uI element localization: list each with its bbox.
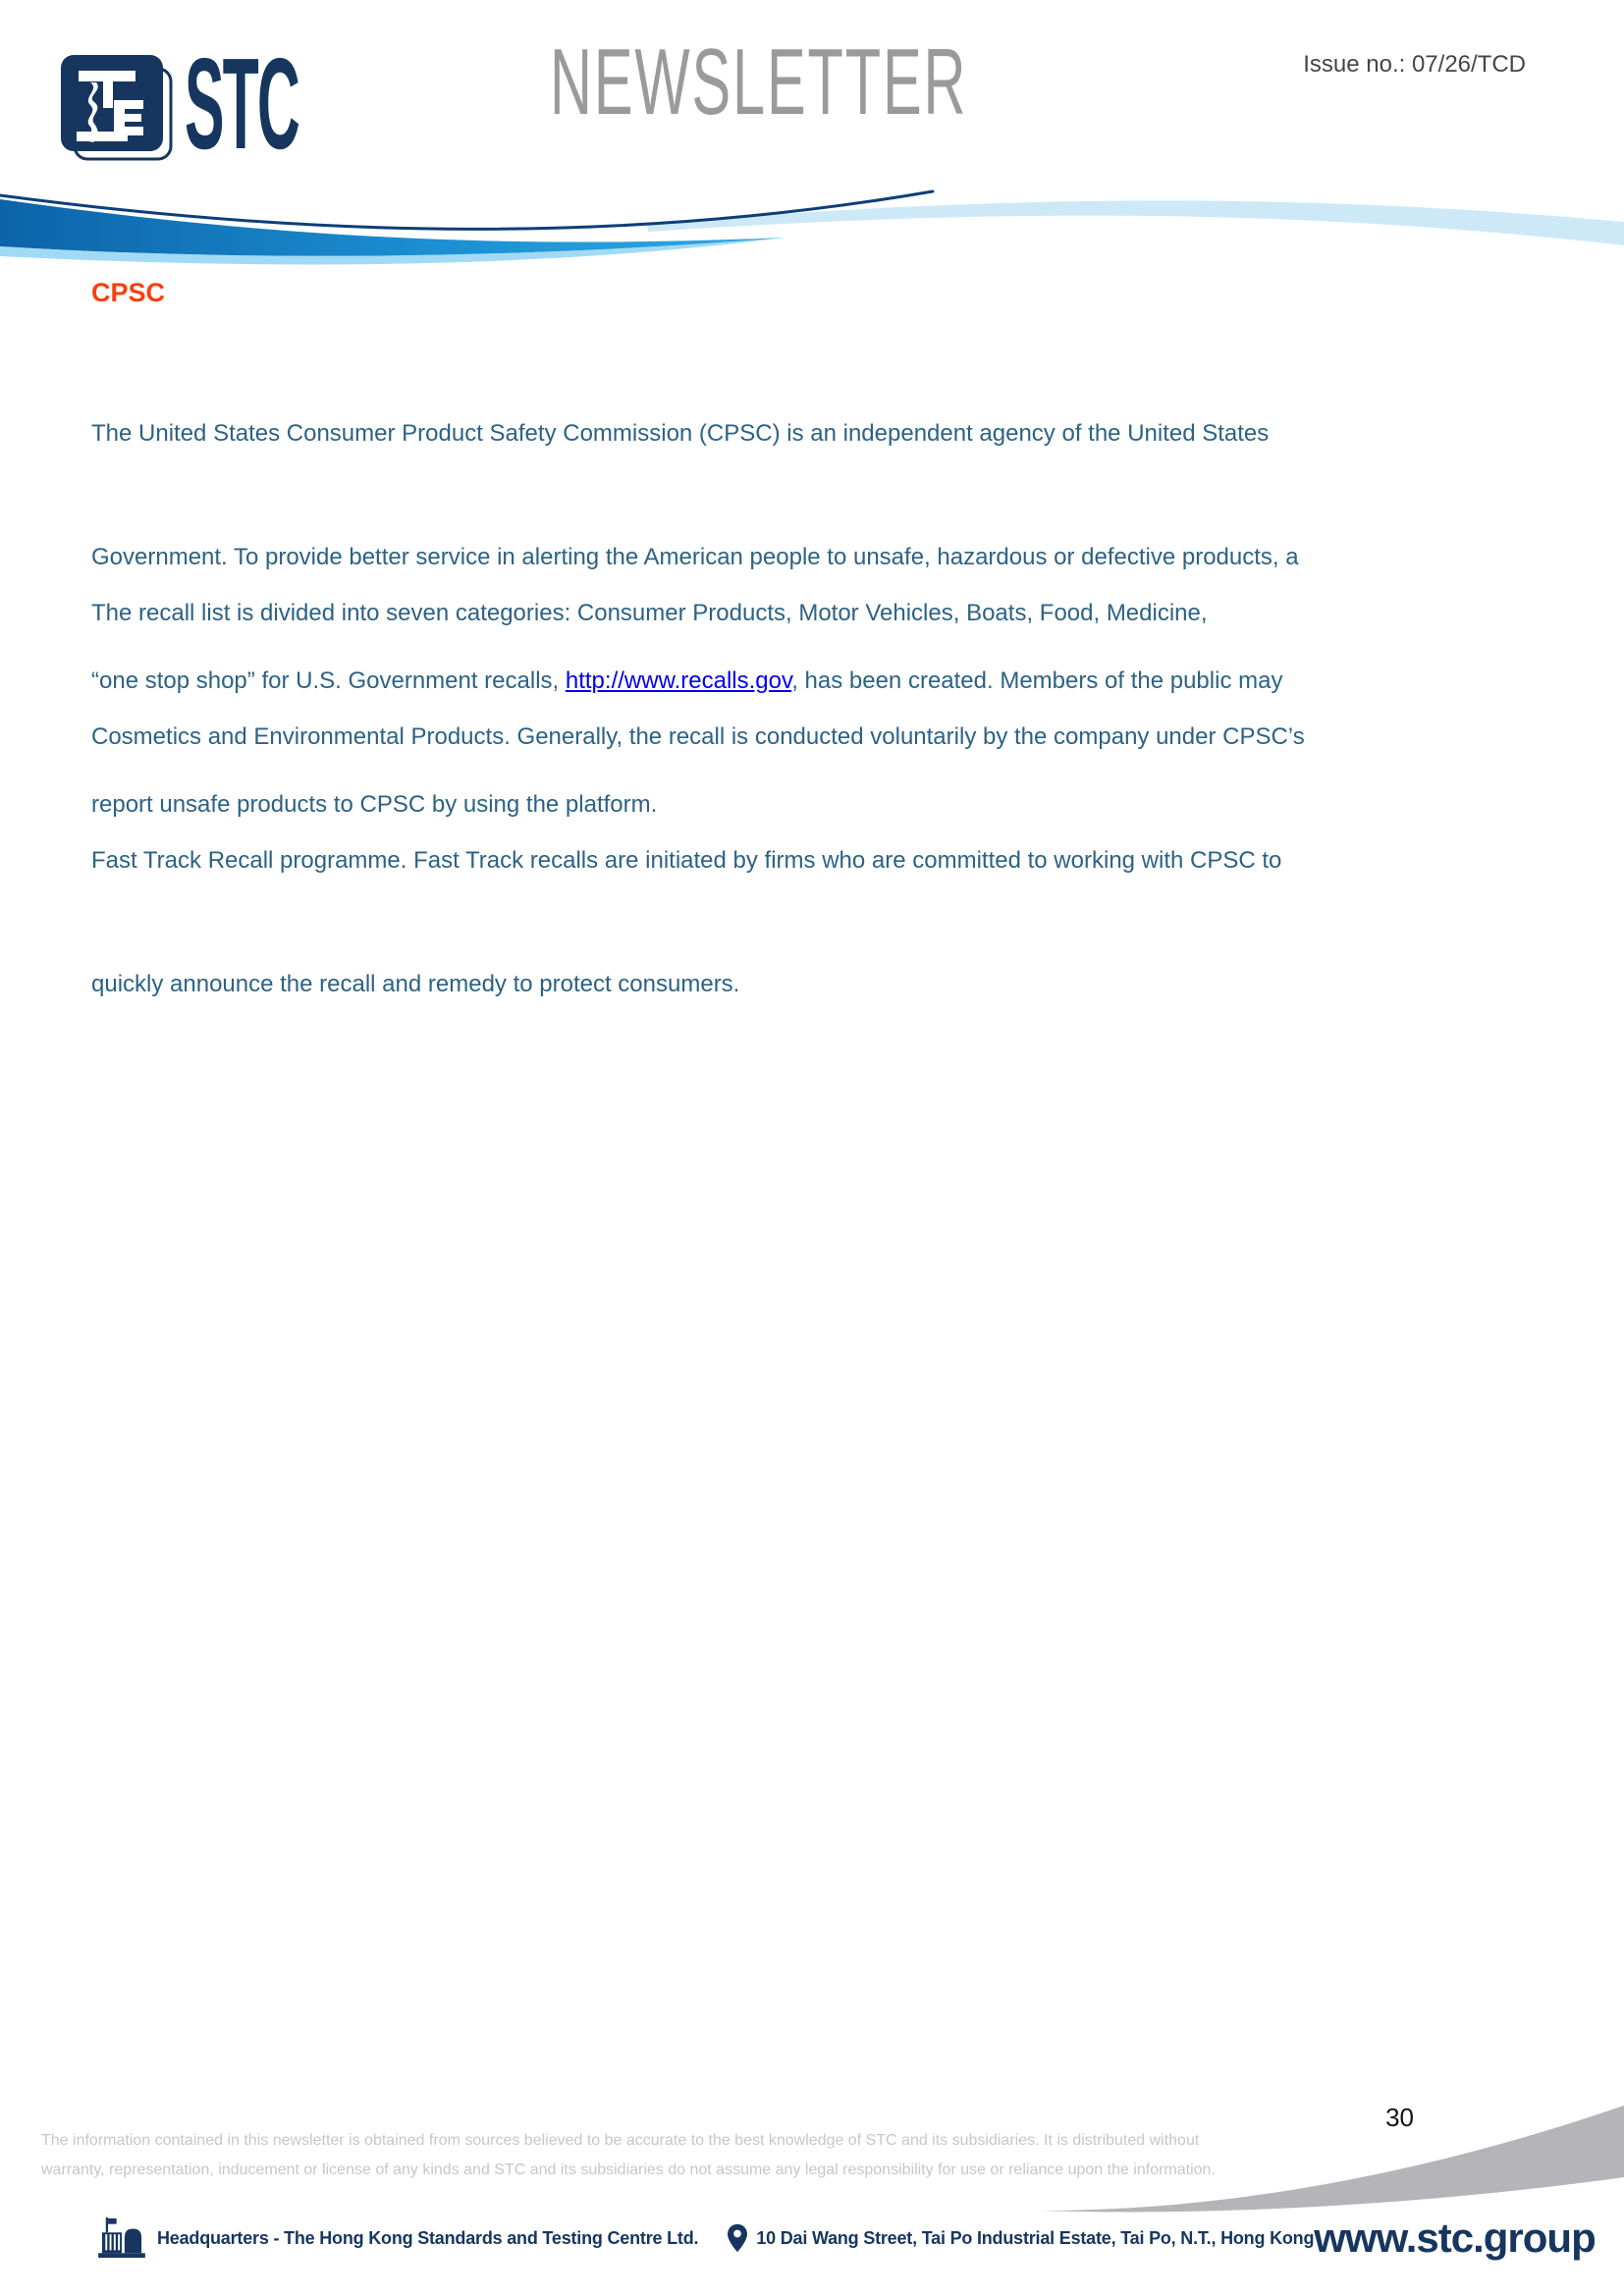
article-heading: CPSC: [91, 278, 166, 307]
headquarters-label: Headquarters - The Hong Kong Standards and Testing Centre Ltd.: [157, 2227, 699, 2248]
footer-bar: [98, 2215, 1596, 2262]
paragraph-2: [91, 510, 1305, 1088]
disclaimer-line: warranty, representation, inducement or license of any kinds and STC and its subsidiaries do not assume any legal responsibility for use or reliance upon the information.: [41, 2162, 1216, 2178]
issue-number: Issue no.: 07/26/TCD: [1303, 51, 1526, 78]
page-number: 30: [1385, 2103, 1414, 2132]
footer-disclaimer: [41, 2126, 1216, 2185]
line-text: , has been created. Members of the public may: [791, 667, 1283, 694]
website-link[interactable]: www.stc.group: [1314, 2215, 1596, 2261]
building-icon: [98, 2217, 145, 2259]
header-wave-graphic: [0, 118, 1624, 275]
paragraph-line: The United States Consumer Product Safety Commission (CPSC) is an independent agency of the United States: [91, 420, 1270, 447]
paragraph-line: quickly announce the recall and remedy to protect consumers.: [91, 971, 740, 997]
paragraph-line: Fast Track Recall programme. Fast Track recalls are initiated by firms who are committed to working with CPSC to: [91, 847, 1282, 874]
disclaimer-line: The information contained in this newsletter is obtained from sources believed to be accurate to the best knowledge of STC and its subsidiaries. It is distributed without: [41, 2132, 1200, 2149]
recalls-gov-link[interactable]: http://www.recalls.gov: [565, 667, 792, 694]
line-text: “one stop shop” for U.S. Government recalls,: [91, 667, 566, 694]
stc-wordmark: STC: [185, 31, 298, 176]
paragraph-line: The recall list is divided into seven categories: Consumer Products, Motor Vehicles, Boats, Food, Medicine,: [91, 600, 1208, 626]
paragraph-line: Cosmetics and Environmental Products. Generally, the recall is conducted voluntarily by the company under CPSC’s: [91, 723, 1305, 750]
paragraph-line: report unsafe products to CPSC by using the platform.: [91, 791, 658, 818]
paragraph-line: Government. To provide better service in alerting the American people to unsafe, hazardous or defective products, a: [91, 544, 1299, 570]
address-label: 10 Dai Wang Street, Tai Po Industrial Estate, Tai Po, N.T., Hong Kong: [756, 2227, 1315, 2248]
newsletter-title: NEWSLETTER: [550, 29, 968, 134]
location-pin-icon: [728, 2223, 747, 2253]
